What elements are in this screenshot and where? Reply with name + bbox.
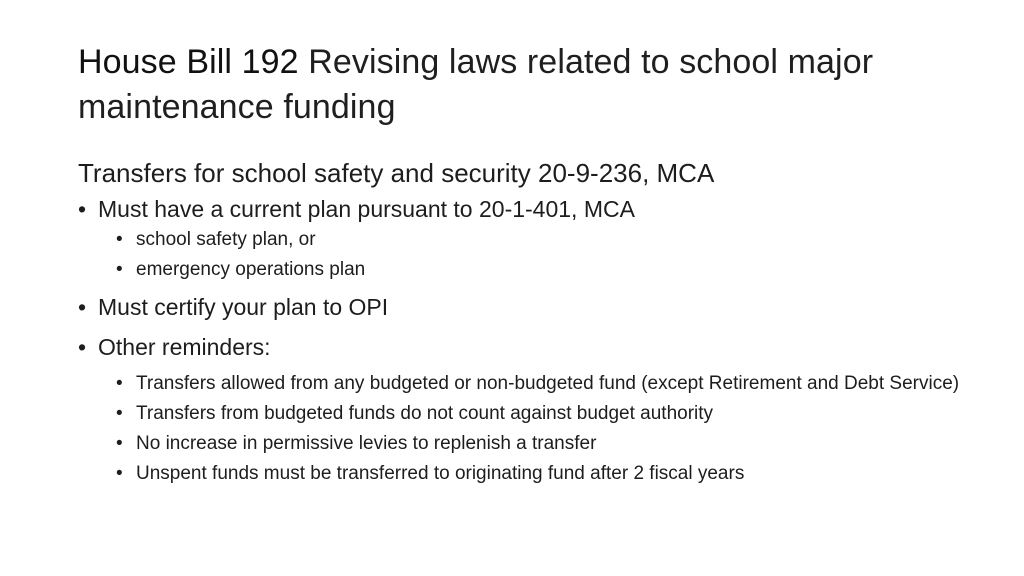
bullet-other-reminders: • Other reminders: xyxy=(78,331,978,363)
title-bill-number: House Bill 192 xyxy=(78,43,299,81)
title-description: Revising laws related to school major maintenance funding xyxy=(78,43,874,126)
sub-bullet-permissive-levies: • No increase in permissive levies to replenish a transfer xyxy=(116,429,978,459)
slide-body xyxy=(78,155,978,489)
section-heading: Transfers for school safety and security 20-9-236, MCA xyxy=(78,158,715,188)
sub-bullet-budget-authority: • Transfers from budgeted funds do not count against budget authority xyxy=(116,399,978,429)
sub-bullet-unspent-funds: • Unspent funds must be transferred to originating fund after 2 fiscal years xyxy=(116,459,978,489)
slide-title xyxy=(78,40,978,130)
bullet-current-plan: • Must have a current plan pursuant to 20-1-401, MCA xyxy=(78,193,978,225)
sub-bullet-emergency-plan: • emergency operations plan xyxy=(116,255,978,285)
bullet-certify-plan: • Must certify your plan to OPI xyxy=(78,291,978,323)
sub-bullet-transfers-allowed: • Transfers allowed from any budgeted or non-budgeted fund (except Retirement and Debt Service) xyxy=(116,369,978,399)
sub-bullet-safety-plan: • school safety plan, or xyxy=(116,225,978,255)
